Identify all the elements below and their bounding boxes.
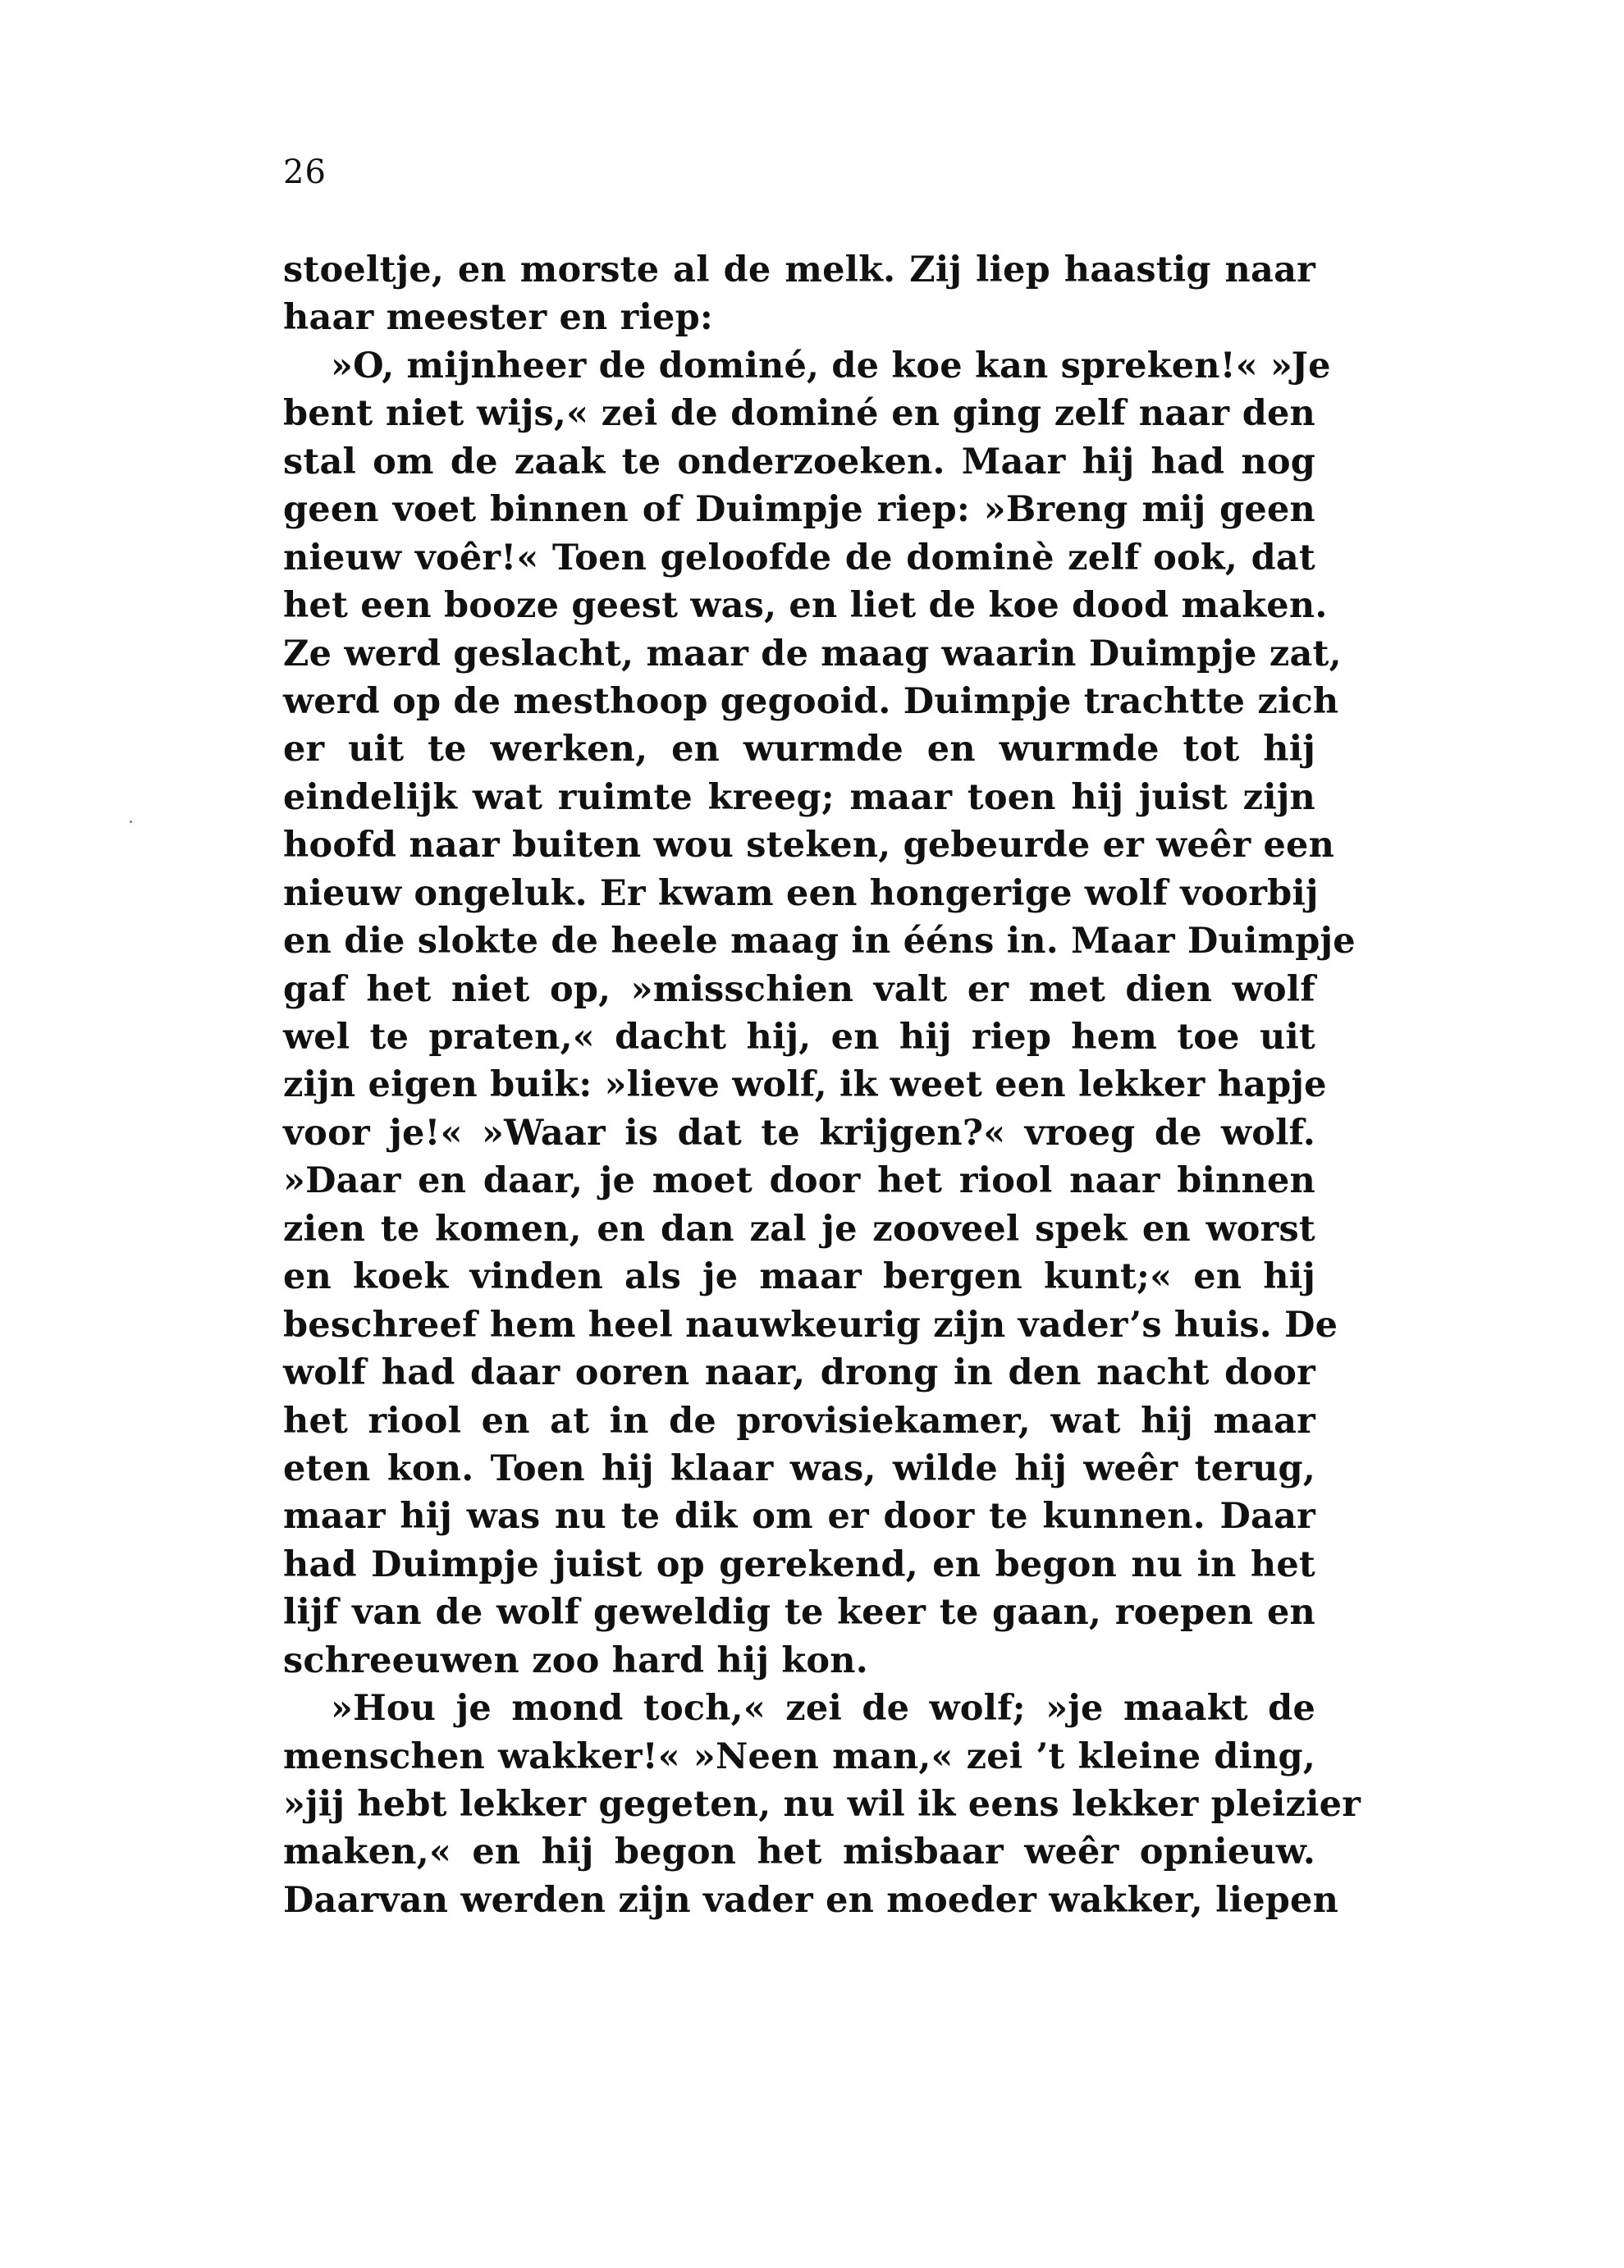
text-line: het riool en at in de provisiekamer, wat hij maar [283, 1400, 1315, 1442]
text-line: stal om de zaak te onderzoeken. Maar hij had nog [283, 441, 1315, 482]
text-line: voor je!« »Waar is dat te krijgen?« vroeg de wolf. [283, 1112, 1315, 1154]
text-line: er uit te werken, en wurmde en wurmde tot hij [283, 729, 1315, 770]
text-line: gaf het niet op, »misschien valt er met dien wolf [283, 968, 1315, 1010]
text-line: eindelijk wat ruimte kreeg; maar toen hij juist zijn [283, 776, 1315, 818]
text-line: schreeuwen zoo hard hij kon. [283, 1639, 868, 1681]
text-line: hoofd naar buiten wou steken, gebeurde er weêr een [283, 825, 1335, 867]
text-line: beschreef hem heel nauwkeurig zijn vader’s huis. De [283, 1304, 1338, 1346]
text-line: Ze werd geslacht, maar de maag waarin Duimpje zat, [283, 633, 1342, 674]
body-text [283, 246, 1361, 1924]
text-line: wolf had daar ooren naar, drong in den nacht door [283, 1352, 1315, 1394]
text-line: het een booze geest was, en liet de koe dood maken. [283, 585, 1328, 627]
text-line: lijf van de wolf geweldig te keer te gaan, roepen en [283, 1592, 1315, 1634]
text-line: »O, mijnheer de dominé, de koe kan spreken!« »Je [331, 345, 1331, 386]
text-line: zijn eigen buik: »lieve wolf, ik weet een lekker hapje [283, 1064, 1327, 1106]
text-line: menschen wakker!« »Neen man,« zei ’t kleine ding, [283, 1735, 1315, 1777]
text-line: nieuw voêr!« Toen geloofde de dominè zelf ook, dat [283, 537, 1315, 578]
text-line: eten kon. Toen hij klaar was, wilde hij weêr terug, [283, 1447, 1315, 1489]
text-line: werd op de mesthoop gegooid. Duimpje trachtte zich [283, 680, 1339, 722]
text-line: maken,« en hij begon het misbaar weêr opnieuw. [283, 1831, 1315, 1873]
text-line: zien te komen, en dan zal je zooveel spek en worst [283, 1208, 1315, 1250]
text-line: nieuw ongeluk. Er kwam een hongerige wolf voorbij [283, 872, 1319, 914]
text-line: en koek vinden als je maar bergen kunt;« en hij [283, 1256, 1315, 1298]
text-line: wel te praten,« dacht hij, en hij riep hem toe uit [283, 1017, 1315, 1058]
text-line: Daarvan werden zijn vader en moeder wakker, liepen [283, 1879, 1339, 1921]
text-line: stoeltje, en morste al de melk. Zij liep haastig naar [283, 249, 1315, 290]
text-line: »Hou je mond toch,« zei de wolf; »je maakt de [331, 1688, 1315, 1730]
margin-speck [130, 821, 132, 823]
text-line: had Duimpje juist op gerekend, en begon nu in het [283, 1543, 1315, 1585]
text-line: geen voet binnen of Duimpje riep: »Breng mij geen [283, 489, 1315, 531]
page-number: 26 [283, 153, 327, 191]
text-line: bent niet wijs,« zei de dominé en ging zelf naar den [283, 393, 1315, 435]
text-line: »Daar en daar, je moet door het riool naar binnen [283, 1160, 1315, 1202]
text-line: en die slokte de heele maag in ééns in. Maar Duimpje [283, 921, 1356, 963]
text-line: haar meester en riep: [283, 297, 713, 339]
text-line: maar hij was nu te dik om er door te kunnen. Daar [283, 1496, 1315, 1538]
text-line: »jij hebt lekker gegeten, nu wil ik eens lekker pleizier [283, 1784, 1361, 1825]
